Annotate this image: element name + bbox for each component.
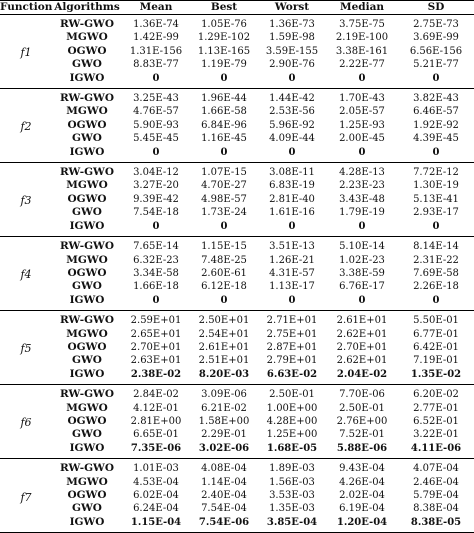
value-median: 0 [358, 294, 366, 306]
value-sd: 5.50E-01 [413, 315, 459, 327]
value-mean: 8.83E-77 [133, 59, 179, 71]
value-worst: 1.56E-03 [269, 476, 315, 488]
algorithm-name: OGWO [67, 266, 107, 279]
value-mean: 7.35E-06 [130, 442, 182, 454]
value-best: 1.58E+00 [198, 415, 250, 427]
value-worst: 1.36E-73 [269, 19, 315, 30]
value-sd: 6.52E-01 [413, 415, 459, 427]
value-worst: 1.00E+00 [266, 402, 318, 414]
value-worst: 2.90E-76 [269, 59, 315, 71]
value-best: 1.73E-24 [201, 207, 247, 219]
algorithm-name: OGWO [67, 118, 107, 131]
algorithm-name: RW-GWO [60, 462, 114, 475]
value-mean: 1.36E-74 [133, 19, 179, 30]
value-mean: 1.01E-03 [133, 463, 179, 475]
value-mean: 6.32E-23 [133, 254, 179, 266]
value-mean: 7.65E-14 [133, 241, 179, 253]
value-worst: 0 [288, 146, 296, 158]
value-best: 6.84E-96 [201, 119, 247, 131]
value-median: 0 [358, 146, 366, 158]
algorithm-name: GWO [72, 354, 102, 367]
table-row [0, 368, 474, 385]
algorithm-name: IGWO [69, 293, 105, 306]
value-mean: 9.39E-42 [133, 193, 179, 205]
value-median: 3.43E-48 [339, 193, 385, 205]
value-best: 8.20E-03 [198, 368, 250, 380]
function-group [0, 15, 474, 89]
value-median: 2.62E+01 [336, 355, 388, 367]
value-best: 2.40E-04 [201, 490, 247, 501]
value-best: 0 [220, 72, 228, 84]
table-row [0, 163, 474, 180]
value-median: 2.22E-77 [339, 59, 385, 71]
header-row [0, 1, 474, 15]
value-mean: 2.59E+01 [130, 315, 182, 327]
algorithm-name: MGWO [66, 31, 108, 44]
table-row [0, 119, 474, 132]
value-worst: 3.08E-11 [269, 167, 315, 179]
algorithm-name: GWO [72, 502, 102, 515]
algorithm-name: MGWO [66, 179, 108, 192]
value-best: 1.96E-44 [201, 93, 247, 105]
function-group [0, 163, 474, 237]
value-best: 3.09E-06 [201, 389, 247, 401]
table-row [0, 516, 474, 533]
value-best: 2.60E-61 [201, 267, 247, 279]
algorithm-name: IGWO [69, 219, 105, 232]
algorithm-name: GWO [72, 428, 102, 441]
value-median: 1.79E-19 [339, 207, 385, 219]
value-worst: 1.44E-42 [269, 93, 315, 105]
value-best: 1.16E-45 [201, 133, 247, 145]
value-best: 0 [220, 146, 228, 158]
value-mean: 1.15E-04 [130, 516, 182, 528]
value-mean: 4.12E-01 [133, 402, 179, 414]
value-best: 6.21E-02 [201, 402, 247, 414]
value-sd: 0 [432, 72, 440, 84]
header-algorithms: Algorithms [54, 1, 120, 13]
value-worst: 3.53E-03 [269, 490, 315, 501]
header-function: Function [0, 1, 53, 13]
value-mean: 2.70E+01 [130, 341, 182, 353]
function-label: f4 [20, 268, 32, 282]
value-mean: 5.45E-45 [133, 133, 179, 145]
value-sd: 2.77E-01 [413, 402, 459, 414]
value-sd: 1.92E-92 [413, 119, 459, 131]
table-row [0, 89, 474, 106]
table-row [0, 220, 474, 237]
value-median: 0 [358, 220, 366, 232]
table-row [0, 280, 474, 293]
value-median: 2.23E-23 [339, 180, 385, 192]
value-median: 2.76E+00 [336, 415, 388, 427]
value-median: 2.00E-45 [339, 133, 385, 145]
value-worst: 1.61E-16 [269, 207, 315, 219]
value-mean: 3.25E-43 [133, 93, 179, 105]
value-best: 0 [220, 294, 228, 306]
value-worst: 4.28E+00 [266, 415, 318, 427]
value-worst: 4.09E-44 [269, 133, 315, 145]
value-median: 2.70E+01 [336, 341, 388, 353]
value-best: 1.05E-76 [201, 19, 247, 30]
value-sd: 3.22E-01 [413, 429, 459, 441]
value-sd: 5.13E-41 [413, 193, 459, 205]
value-median: 2.50E-01 [339, 402, 385, 414]
table-row [0, 31, 474, 44]
value-worst: 5.96E-92 [269, 119, 315, 131]
value-sd: 6.20E-02 [413, 389, 459, 401]
table-row [0, 476, 474, 489]
value-worst: 3.85E-04 [266, 516, 318, 528]
value-mean: 3.27E-20 [133, 180, 179, 192]
algorithm-name: OGWO [67, 489, 107, 501]
function-group [0, 385, 474, 459]
algorithm-name: IGWO [69, 71, 105, 84]
table-row [0, 45, 474, 58]
value-sd: 8.38E-04 [413, 503, 459, 515]
value-sd: 2.46E-04 [413, 476, 459, 488]
algorithm-name: MGWO [66, 327, 108, 340]
value-mean: 0 [152, 146, 160, 158]
table-row [0, 385, 474, 402]
table-row [0, 132, 474, 145]
value-median: 1.02E-23 [339, 254, 385, 266]
value-sd: 7.69E-58 [413, 267, 459, 279]
algorithm-name: RW-GWO [60, 240, 114, 253]
value-best: 2.61E+01 [198, 341, 250, 353]
value-sd: 0 [432, 146, 440, 158]
value-mean: 5.90E-93 [133, 119, 179, 131]
value-best: 2.54E+01 [198, 328, 250, 340]
table-row [0, 294, 474, 311]
header-median: Median [339, 1, 385, 13]
value-median: 2.19E-100 [335, 32, 389, 44]
value-worst: 1.59E-98 [269, 32, 315, 44]
value-median: 2.05E-57 [339, 106, 385, 118]
value-worst: 1.68E-05 [266, 442, 318, 454]
value-sd: 2.31E-22 [413, 254, 459, 266]
algorithm-name: GWO [72, 206, 102, 219]
value-sd: 5.21E-77 [413, 59, 459, 71]
value-best: 1.07E-15 [201, 167, 247, 179]
value-mean: 6.24E-04 [133, 503, 179, 515]
value-mean: 3.34E-58 [133, 267, 179, 279]
value-mean: 1.66E-18 [133, 281, 179, 293]
table-row [0, 459, 474, 476]
table-row [0, 415, 474, 428]
table-row [0, 428, 474, 441]
value-mean: 2.84E-02 [133, 389, 179, 401]
algorithm-name: IGWO [69, 367, 105, 380]
algorithm-name: GWO [72, 132, 102, 145]
table-row [0, 328, 474, 341]
value-worst: 3.51E-13 [269, 241, 315, 253]
table-row [0, 72, 474, 89]
value-best: 7.54E-04 [201, 503, 247, 515]
value-worst: 0 [288, 294, 296, 306]
value-sd: 4.11E-06 [410, 442, 462, 454]
value-best: 4.98E-57 [201, 193, 247, 205]
algorithm-name: IGWO [69, 515, 105, 528]
value-median: 4.26E-04 [339, 476, 385, 488]
function-label: f5 [20, 342, 32, 356]
value-mean: 4.53E-04 [133, 476, 179, 488]
value-best: 1.14E-04 [201, 476, 247, 488]
value-worst: 2.50E-01 [269, 389, 315, 401]
algorithm-name: IGWO [69, 441, 105, 454]
value-best: 1.66E-58 [201, 106, 247, 118]
table-row [0, 15, 474, 32]
value-worst: 1.26E-21 [269, 254, 315, 266]
algorithm-name: RW-GWO [60, 166, 114, 179]
value-worst: 6.83E-19 [269, 180, 315, 192]
value-worst: 1.25E+00 [266, 429, 318, 441]
value-best: 1.29E-102 [197, 32, 251, 44]
value-worst: 1.35E-03 [269, 503, 315, 515]
value-sd: 6.77E-01 [413, 328, 459, 340]
value-best: 6.12E-18 [201, 281, 247, 293]
value-worst: 1.13E-17 [269, 281, 315, 293]
algorithm-name: MGWO [66, 401, 108, 414]
value-sd: 0 [432, 220, 440, 232]
value-best: 1.15E-15 [201, 241, 247, 253]
value-median: 7.52E-01 [339, 429, 385, 441]
value-best: 2.29E-01 [201, 429, 247, 441]
value-worst: 1.89E-03 [269, 463, 315, 475]
value-sd: 4.39E-45 [413, 133, 459, 145]
algorithm-name: RW-GWO [60, 314, 114, 327]
value-median: 1.70E-43 [339, 93, 385, 105]
function-group [0, 311, 474, 385]
value-worst: 2.87E+01 [266, 341, 318, 353]
header-best: Best [210, 1, 238, 13]
algorithm-name: OGWO [67, 44, 107, 57]
value-median: 1.20E-04 [336, 516, 388, 528]
table-row [0, 146, 474, 163]
table-row [0, 254, 474, 267]
table-row [0, 206, 474, 219]
value-mean: 0 [152, 294, 160, 306]
value-mean: 4.76E-57 [133, 106, 179, 118]
table-row [0, 237, 474, 254]
function-label: f6 [20, 416, 32, 430]
value-mean: 2.65E+01 [130, 328, 182, 340]
value-median: 3.38E-59 [339, 267, 385, 279]
value-sd: 3.82E-43 [413, 93, 459, 105]
algorithm-name: GWO [72, 58, 102, 71]
value-sd: 8.14E-14 [413, 241, 459, 253]
table-row [0, 502, 474, 515]
value-worst: 3.59E-155 [265, 45, 319, 57]
function-group [0, 459, 474, 533]
value-median: 6.19E-04 [339, 503, 385, 515]
value-mean: 2.81E+00 [130, 415, 182, 427]
algorithm-name: OGWO [67, 340, 107, 353]
value-worst: 4.31E-57 [269, 267, 315, 279]
value-median: 2.62E+01 [336, 328, 388, 340]
value-sd: 3.69E-99 [413, 32, 459, 44]
table-row [0, 105, 474, 118]
value-sd: 2.93E-17 [413, 207, 459, 219]
value-sd: 1.30E-19 [413, 180, 459, 192]
value-best: 7.48E-25 [201, 254, 247, 266]
header-worst: Worst [274, 1, 310, 13]
table-row [0, 489, 474, 502]
table-row [0, 341, 474, 354]
value-worst: 0 [288, 220, 296, 232]
value-median: 2.02E-04 [339, 490, 385, 501]
value-median: 6.76E-17 [339, 281, 385, 293]
table-row [0, 354, 474, 367]
value-median: 2.61E+01 [336, 315, 388, 327]
value-best: 4.08E-04 [201, 463, 247, 475]
table-row [0, 442, 474, 459]
value-mean: 1.42E-99 [133, 32, 179, 44]
algorithm-name: OGWO [67, 192, 107, 205]
algorithm-name: RW-GWO [60, 18, 114, 30]
function-label: f7 [20, 490, 32, 504]
value-worst: 2.53E-56 [269, 106, 315, 118]
value-best: 2.51E+01 [198, 355, 250, 367]
value-sd: 2.75E-73 [413, 19, 459, 30]
value-mean: 7.54E-18 [133, 207, 179, 219]
value-sd: 1.35E-02 [410, 368, 462, 380]
function-label: f3 [20, 194, 32, 208]
value-median: 3.38E-161 [335, 45, 389, 57]
value-median: 5.10E-14 [339, 241, 385, 253]
value-median: 0 [358, 72, 366, 84]
function-label: f1 [20, 46, 32, 60]
table-row [0, 58, 474, 71]
value-best: 3.02E-06 [198, 442, 250, 454]
value-sd: 6.56E-156 [409, 45, 463, 57]
algorithm-name: MGWO [66, 253, 108, 266]
value-sd: 7.72E-12 [413, 167, 459, 179]
value-best: 7.54E-06 [198, 516, 250, 528]
value-sd: 2.26E-18 [413, 281, 459, 293]
value-median: 3.75E-75 [339, 19, 385, 30]
table-row [0, 179, 474, 192]
value-mean: 2.63E+01 [130, 355, 182, 367]
function-group [0, 89, 474, 163]
value-median: 1.25E-93 [339, 119, 385, 131]
value-sd: 7.19E-01 [413, 355, 459, 367]
header-sd: SD [427, 1, 445, 13]
value-worst: 0 [288, 72, 296, 84]
value-best: 0 [220, 220, 228, 232]
function-label: f2 [20, 120, 32, 134]
table-row [0, 311, 474, 328]
algorithm-name: GWO [72, 280, 102, 293]
value-best: 4.70E-27 [201, 180, 247, 192]
value-median: 4.28E-13 [339, 167, 385, 179]
value-worst: 2.75E+01 [266, 328, 318, 340]
value-sd: 4.07E-04 [413, 463, 459, 475]
value-worst: 2.79E+01 [266, 355, 318, 367]
table-row [0, 267, 474, 280]
value-sd: 5.79E-04 [413, 490, 459, 501]
value-sd: 6.42E-01 [413, 341, 459, 353]
value-mean: 6.02E-04 [133, 490, 179, 501]
value-median: 7.70E-06 [339, 389, 385, 401]
table-row [0, 402, 474, 415]
value-worst: 2.71E+01 [266, 315, 318, 327]
value-best: 1.19E-79 [201, 59, 247, 71]
value-best: 2.50E+01 [198, 315, 250, 327]
value-sd: 8.38E-05 [410, 516, 462, 528]
algorithm-name: MGWO [66, 475, 108, 488]
value-mean: 6.65E-01 [133, 429, 179, 441]
value-median: 2.04E-02 [336, 368, 388, 380]
value-sd: 6.46E-57 [413, 106, 459, 118]
algorithm-name: IGWO [69, 145, 105, 158]
value-mean: 1.31E-156 [129, 45, 183, 57]
algorithm-name: RW-GWO [60, 388, 114, 401]
value-worst: 2.81E-40 [269, 193, 315, 205]
function-group [0, 237, 474, 311]
header-mean: Mean [139, 1, 173, 13]
value-mean: 0 [152, 72, 160, 84]
algorithm-name: RW-GWO [60, 92, 114, 105]
value-mean: 3.04E-12 [133, 167, 179, 179]
value-mean: 0 [152, 220, 160, 232]
value-median: 5.88E-06 [336, 442, 388, 454]
value-mean: 2.38E-02 [130, 368, 182, 380]
value-worst: 6.63E-02 [266, 368, 318, 380]
value-sd: 0 [432, 294, 440, 306]
value-best: 1.13E-165 [197, 45, 251, 57]
algorithm-name: OGWO [67, 414, 107, 427]
algorithm-name: MGWO [66, 105, 108, 118]
table-row [0, 193, 474, 206]
value-median: 9.43E-04 [339, 463, 385, 475]
